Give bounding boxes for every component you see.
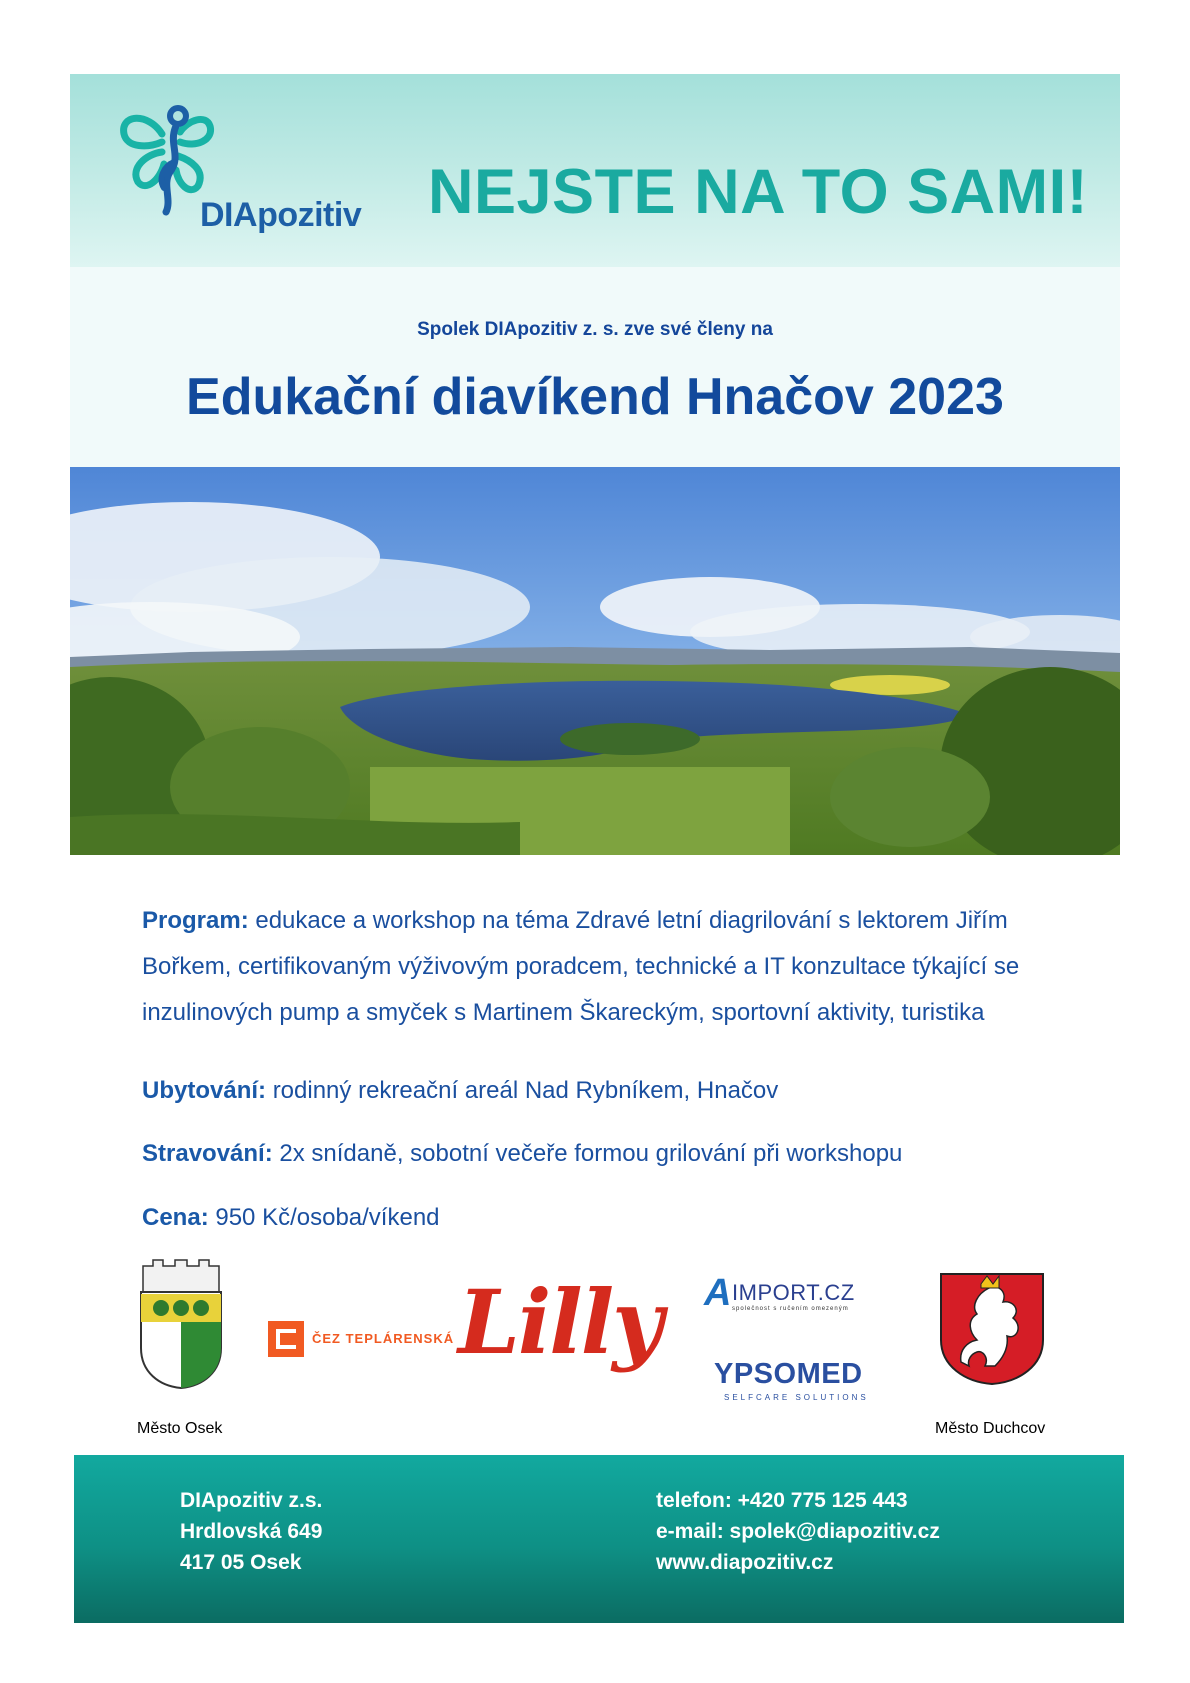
invitation-banner xyxy=(70,267,1120,467)
lake-landscape-photo xyxy=(70,467,1120,855)
event-title: Edukační diavíkend Hnačov 2023 xyxy=(186,368,1004,426)
footer-phone[interactable]: telefon: +420 775 125 443 xyxy=(656,1489,908,1512)
lodging-paragraph xyxy=(142,1068,1102,1114)
osek-coat-of-arms-icon xyxy=(133,1258,229,1390)
food-label: Stravování: xyxy=(142,1140,273,1167)
aimport-wordmark: IMPORT.CZ xyxy=(732,1280,855,1305)
footer-street: Hrdlovská 649 xyxy=(180,1520,323,1543)
price-paragraph xyxy=(142,1195,1102,1241)
logo-wordmark-pozitiv: pozitiv xyxy=(257,196,362,234)
ypsomed-subtitle: SELFCARE SOLUTIONS xyxy=(724,1393,869,1402)
logo-wordmark-dia: DIA xyxy=(200,196,258,234)
program-text: edukace a workshop na téma Zdravé letní diagrilování s lektorem Jiřím Bořkem, certifikovaným výživovým poradcem, technické a IT konzultace týkající se inzulinových pump a smyček s Martinem Škareckým, sportovní aktivity, turistika xyxy=(142,907,1020,1026)
ypsomed-logo: YPSOMED xyxy=(714,1358,863,1390)
program-label: Program: xyxy=(142,907,249,934)
header-banner xyxy=(70,74,1120,267)
logo-wordmark xyxy=(200,196,361,235)
footer-city: 417 05 Osek xyxy=(180,1551,302,1574)
duchcov-caption: Město Duchcov xyxy=(935,1420,1046,1437)
footer-org: DIApozitiv z.s. xyxy=(180,1489,323,1512)
program-paragraph xyxy=(142,898,1102,1036)
cez-wordmark: ČEZ TEPLÁRENSKÁ xyxy=(312,1331,455,1346)
lodging-label: Ubytování: xyxy=(142,1077,267,1104)
cez-logo-icon xyxy=(268,1321,304,1357)
footer-web[interactable]: www.diapozitiv.cz xyxy=(656,1551,834,1574)
contact-footer xyxy=(74,1455,1124,1623)
contact-block xyxy=(656,1485,940,1578)
food-text: 2x snídaně, sobotní večeře formou grilování při workshopu xyxy=(279,1140,903,1167)
duchcov-coat-of-arms-icon xyxy=(937,1270,1047,1386)
aimport-subtitle: společnost s ručením omezeným xyxy=(732,1306,849,1312)
slogan-heading: NEJSTE NA TO SAMI! xyxy=(428,157,1089,227)
invitation-intro: Spolek DIApozitiv z. s. zve své členy na xyxy=(417,319,773,340)
price-text: 950 Kč/osoba/víkend xyxy=(215,1204,440,1231)
price-label: Cena: xyxy=(142,1204,209,1231)
footer-email[interactable]: e-mail: spolek@diapozitiv.cz xyxy=(656,1520,940,1543)
address-block xyxy=(180,1485,322,1578)
osek-caption: Město Osek xyxy=(137,1420,223,1437)
lilly-logo: Lilly xyxy=(458,1270,662,1374)
aimport-logo-letter: A xyxy=(704,1272,732,1314)
food-paragraph xyxy=(142,1131,1102,1177)
lodging-text: rodinný rekreační areál Nad Rybníkem, Hnačov xyxy=(272,1077,779,1104)
